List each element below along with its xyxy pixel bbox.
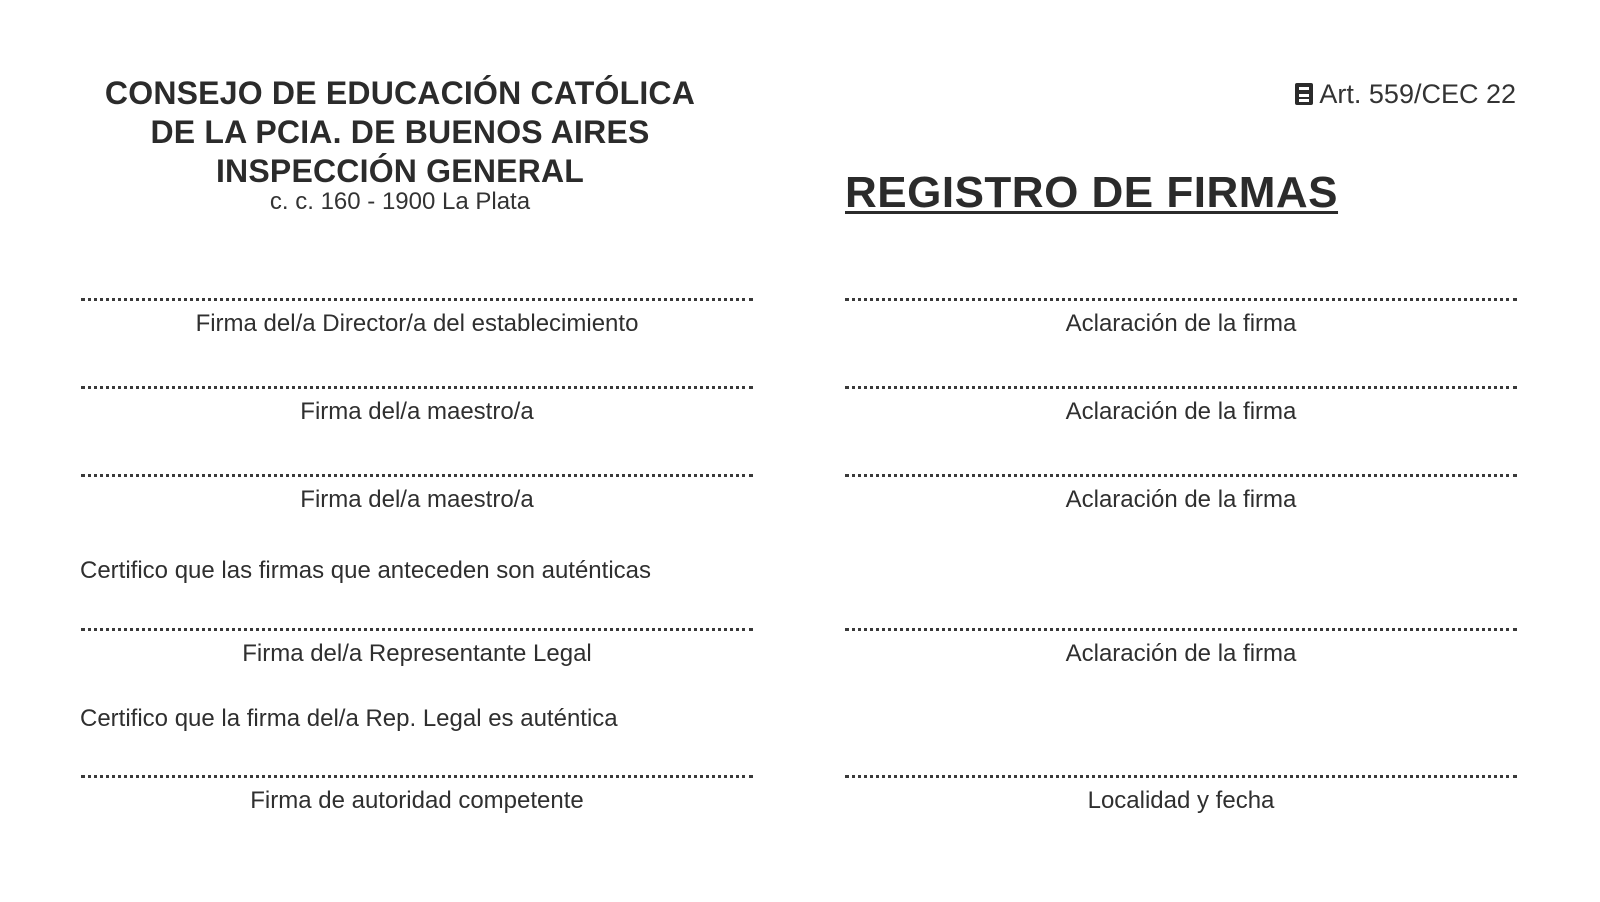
signature-caption: Firma del/a maestro/a <box>300 486 534 513</box>
clarification-2 <box>845 386 1517 426</box>
signature-director <box>81 298 753 338</box>
signature-teacher-1 <box>81 386 753 426</box>
clarification-caption: Aclaración de la firma <box>1065 486 1297 513</box>
form-code <box>1295 78 1516 110</box>
place-date-line[interactable] <box>845 775 1517 778</box>
signature-caption: Firma del/a Representante Legal <box>242 640 592 667</box>
clarification-3 <box>845 474 1517 514</box>
signature-line[interactable] <box>81 628 753 631</box>
clarification-1 <box>845 298 1517 338</box>
certification-text-1: Certifico que las firmas que anteceden son auténticas <box>80 557 651 584</box>
signature-legal-representative <box>81 628 753 668</box>
clarification-caption: Aclaración de la firma <box>1065 310 1297 337</box>
clarification-line[interactable] <box>845 298 1517 301</box>
clarification-line[interactable] <box>845 474 1517 477</box>
document-title: REGISTRO DE FIRMAS <box>845 168 1339 217</box>
signature-caption: Firma del/a Director/a del establecimiento <box>195 310 639 337</box>
document-icon <box>1295 83 1313 105</box>
clarification-4 <box>845 628 1517 668</box>
header-line-3: INSPECCIÓN GENERAL <box>215 153 585 189</box>
institution-header <box>80 74 720 217</box>
signature-line[interactable] <box>81 775 753 778</box>
signature-line[interactable] <box>81 474 753 477</box>
header-line-1: CONSEJO DE EDUCACIÓN CATÓLICA <box>104 75 696 111</box>
clarification-line[interactable] <box>845 386 1517 389</box>
form-code-label: Art. 559/CEC 22 <box>1319 79 1516 109</box>
clarification-caption: Aclaración de la firma <box>1065 398 1297 425</box>
signature-line[interactable] <box>81 298 753 301</box>
signature-teacher-2 <box>81 474 753 514</box>
signature-caption: Firma de autoridad competente <box>250 787 584 814</box>
clarification-caption: Aclaración de la firma <box>1065 640 1297 667</box>
header-line-2: DE LA PCIA. DE BUENOS AIRES <box>150 114 650 150</box>
clarification-line[interactable] <box>845 628 1517 631</box>
signature-line[interactable] <box>81 386 753 389</box>
header-address: c. c. 160 - 1900 La Plata <box>269 188 531 215</box>
certification-text-2: Certifico que la firma del/a Rep. Legal es auténtica <box>80 705 618 732</box>
place-date-caption: Localidad y fecha <box>1087 787 1275 814</box>
place-and-date <box>845 775 1517 815</box>
signature-authority <box>81 775 753 815</box>
signature-caption: Firma del/a maestro/a <box>300 398 534 425</box>
